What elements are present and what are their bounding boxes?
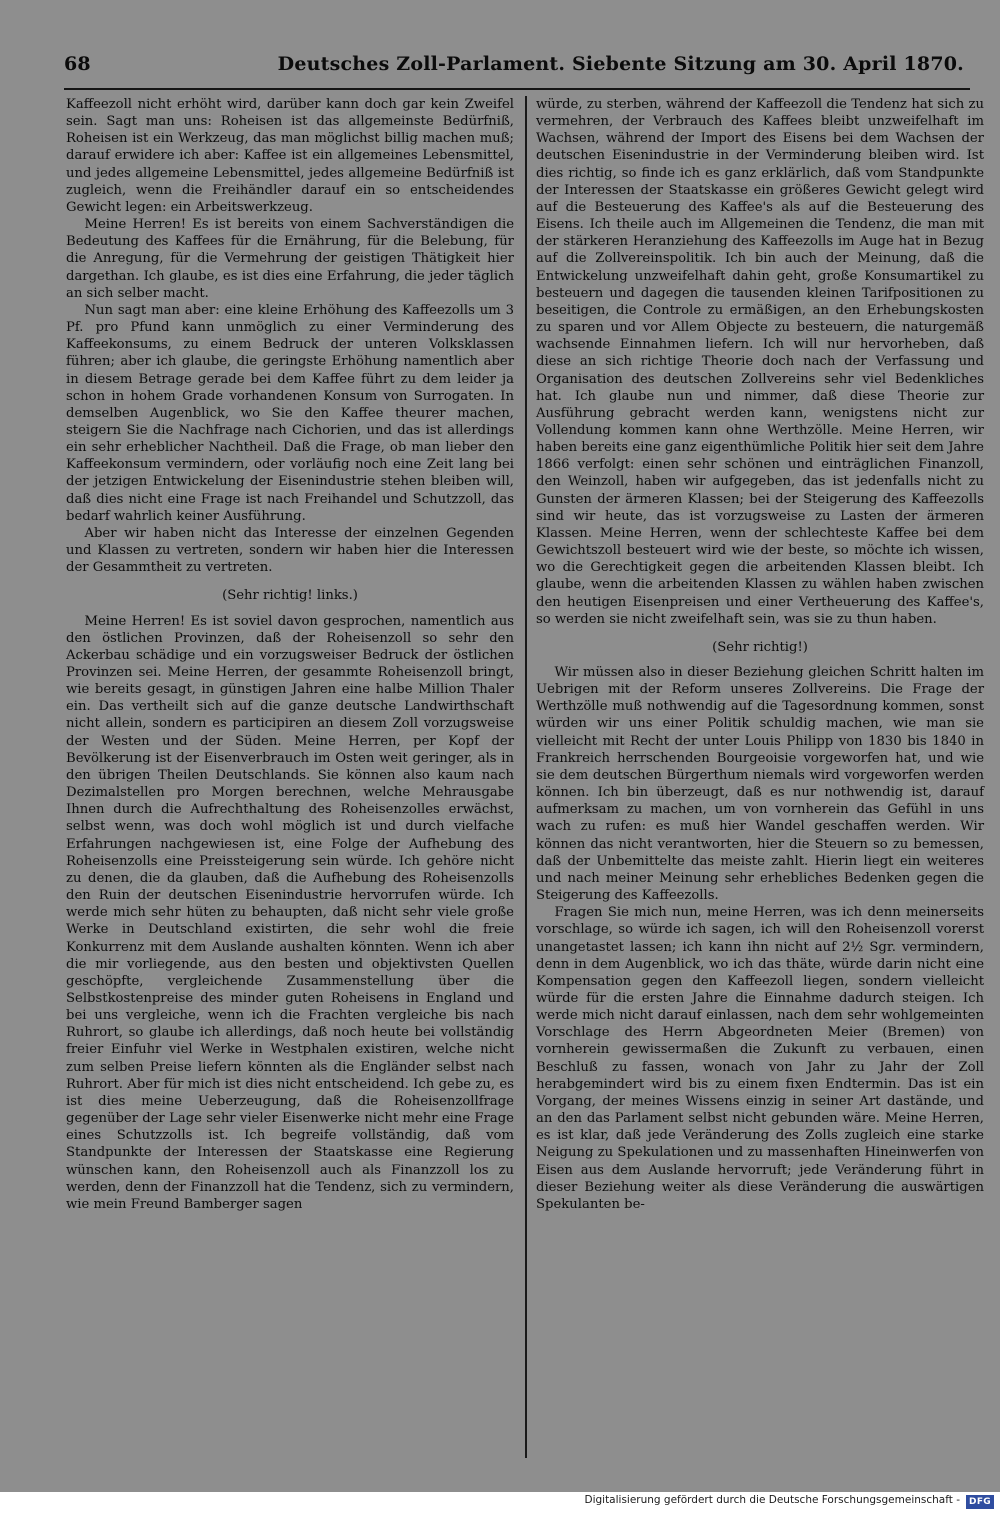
right-column: [536, 96, 984, 1213]
paragraph: Aber wir haben nicht das Interesse der einzelnen Gegenden und Klassen zu vertreten, sondern wir haben hier die Interessen der Gesammtheit zu vertreten.: [66, 525, 514, 576]
column-divider: [525, 96, 527, 1458]
paragraph: Kaffeezoll nicht erhöht wird, darüber kann doch gar kein Zweifel sein. Sagt man uns: Roheisen ist das allgemeinste Bedürfniß, Roheisen ist ein Werkzeug, das man möglichst billig machen muß; darauf erwidere ich aber: Kaffee ist ein allgemeines Lebensmittel, und jedes allgemeine Lebensmittel, jedes allgemeine Bedürfniß ist zugleich, wenn die Freihändler darauf ein so entscheidendes Gewicht legen: ein Arbeitswerkzeug.: [66, 97, 514, 215]
left-column: [66, 96, 514, 1213]
paragraph: würde, zu sterben, während der Kaffeezoll die Tendenz hat sich zu vermehren, der Verbrauch des Kaffees bleibt unzweifelhaft im Wachsen, während der Import des Eisens bei dem Wachsen der deutschen Eisenindustrie in der Verminderung bleiben wird. Ist dies richtig, so finde ich es ganz erklärlich, daß vom Standpunkte der Interessen der Staatskasse ein größeres Gewicht gelegt wird auf die Besteuerung des Kaffee's als auf die Besteuerung des Eisens. Ich theile auch im Allgemeinen die Tendenz, die man mit der stärkeren Heranziehung des Kaffeezolls im Auge hat in Bezug auf die Zollvereinspolitik. Ich bin auch der Meinung, daß die Entwickelung unzweifelhaft dahin geht, große Konsumartikel zu besteuern und dagegen die tausenden kleinen Tarifpositionen zu beseitigen, die Controle zu ermäßigen, an den Erhebungskosten zu sparen und vor Allem Objecte zu besteuern, die naturgemäß wachsende Einnahmen liefern. Ich will nur hervorheben, daß diese an sich richtige Theorie doch nach der Verfassung und Organisation des deutschen Zollvereins sehr viel Bedenkliches hat. Ich glaube nun und nimmer, daß diese Theorie zur Ausführung gebracht werden kann, wenigstens nicht zur Vollendung kommen kann ohne Werthzölle. Meine Herren, wir haben bereits eine ganz eigenthümliche Politik hier seit dem Jahre 1866 verfolgt: einen sehr schönen und einträglichen Finanzoll, den Weinzoll, haben wir aufgegeben, das ist jedenfalls nicht zu Gunsten der ärmeren Klassen; bei der Steigerung des Kaffeezolls sind wir heute, das ist vorzugsweise zu Lasten der ärmeren Klassen. Meine Herren, wenn der schlechteste Kaffee bei dem Gewichtszoll besteuert wird wie der beste, so möchte ich wissen, wo die Gerechtigkeit gegen die arbeitenden Klassen bleibt. Ich glaube, wenn die arbeitenden Klassen zu wählen haben zwischen den heutigen Eisenpreisen und einer Vertheuerung des Kaffee's, so werden sie nicht zweifelhaft sein, was sie zu thun haben.: [536, 97, 984, 627]
paragraph: Wir müssen also in dieser Beziehung gleichen Schritt halten im Uebrigen mit der Reform unseres Zollvereins. Die Frage der Werthzölle muß nothwendig auf die Tagesordnung kommen, sonst würden wir uns einer Politik schuldig machen, wie man sie vielleicht mit Recht der unter Louis Philipp von 1830 bis 1840 in Frankreich herrschenden Bourgeoisie vorgeworfen hat, und wie sie dem deutschen Bürgerthum niemals wird vorgeworfen werden können. Ich bin überzeugt, daß es nur nothwendig ist, darauf aufmerksam zu machen, um von vornherein das Gefühl in uns wach zu rufen: es muß hier Wandel geschaffen werden. Wir können das nicht verantworten, hier die Steuern so zu bemessen, daß der Unbemittelte das meiste zahlt. Hierin liegt ein weiteres und nach meiner Meinung sehr erhebliches Bedenken gegen die Steigerung des Kaffeezolls.: [536, 665, 984, 904]
footer: [0, 1492, 1000, 1514]
interjection: (Sehr richtig!): [712, 639, 808, 655]
page-number: 68: [64, 53, 91, 75]
running-head: [64, 40, 970, 88]
header-title: Deutsches Zoll-Parlament. Siebente Sitzung am 30. April 1870.: [277, 53, 964, 75]
dfg-logo: DFG: [966, 1495, 994, 1509]
footer-credit: Digitalisierung gefördert durch die Deutsche Forschungsgemeinschaft -: [584, 1494, 960, 1506]
header-rule: [64, 88, 970, 90]
interjection: (Sehr richtig! links.): [222, 588, 358, 604]
paragraph: Meine Herren! Es ist soviel davon gesprochen, namentlich aus den östlichen Provinzen, daß der Roheisenzoll so sehr den Ackerbau schädige und ein vorzugsweiser Bedruck der östlichen Provinzen sei. Meine Herren, der gesammte Roheisenzoll bringt, wie bereits gesagt, in günstigen Jahren eine halbe Million Thaler ein. Das vertheilt sich auf die ganze deutsche Landwirthschaft nicht allein, sondern es participiren an diesem Zoll vorzugsweise der Westen und der Süden. Meine Herren, per Kopf der Bevölkerung ist der Eisenverbrauch im Osten weit geringer, als in den übrigen Theilen Deutschlands. Sie können also kaum nach Dezimalstellen pro Morgen berechnen, welche Mehrausgabe Ihnen durch die Aufrechthaltung des Roheisenzolles erwächst, selbst wenn, was doch wohl möglich ist und durch vielfache Erfahrungen nachgewiesen ist, eine Folge der Aufhebung des Roheisenzolls eine Preissteigerung sein würde. Ich gehöre nicht zu denen, die da glauben, daß die Aufhebung des Roheisenzolls den Ruin der deutschen Eisenindustrie hervorrufen würde. Ich werde mich sehr hüten zu behaupten, daß nicht sehr viele große Werke in Deutschland existirten, die sehr wohl die freie Konkurrenz mit dem Auslande aushalten könnten. Wenn ich aber die mir vorliegende, aus den besten und objektivsten Quellen geschöpfte, vergleichende Zusammenstellung über die Selbstkostenpreise des minder guten Roheisens in England und bei uns vergleiche, wenn ich die Frachten vergleiche bis nach Ruhrort, so glaube ich allerdings, daß noch heute bei vollständig freier Einfuhr viel Werke in Westphalen existiren, welche nicht zum selben Preise liefern könnten als die Engländer selbst nach Ruhrort. Aber für mich ist dies nicht entscheidend. Ich gebe zu, es ist dies meine Ueberzeugung, daß die Roheisenzollfrage gegenüber der Lage sehr vieler Eisenwerke nicht mehr eine Frage eines Schutzzolls ist. Ich begreife vollständig, daß vom Standpunkte der Interessen der Staatskasse eine Regierung wünschen kann, den Roheisenzoll auch als Finanzzoll los zu werden, denn der Finanzzoll hat die Tendenz, sich zu vermindern, wie mein Freund Bamberger sagen: [66, 613, 514, 1212]
paragraph: Nun sagt man aber: eine kleine Erhöhung des Kaffeezolls um 3 Pf. pro Pfund kann unmöglich zu einer Verminderung des Kaffeekonsums, zu einem Bedruck der unteren Volksklassen führen; aber ich glaube, die geringste Erhöhung namentlich aber in diesem Betrage gerade bei dem Kaffee führt zu dem leider ja schon in hohem Grade vorhandenen Konsum von Surrogaten. In demselben Augenblick, wo Sie den Kaffee theurer machen, steigern Sie die Nachfrage nach Cichorien, und das ist allerdings ein sehr erheblicher Nachtheil. Daß die Frage, ob man lieber den Kaffeekonsum vermindern, oder vorläufig noch eine Zeit lang bei der jetzigen Entwickelung der Eisenindustrie stehen bleiben will, daß dies nicht eine Frage ist nach Freihandel und Schutzzoll, das bedarf wahrlich keiner Ausführung.: [66, 302, 514, 524]
paragraph: Meine Herren! Es ist bereits von einem Sachverständigen die Bedeutung des Kaffees für die Ernährung, für die Belebung, für die Anregung, für die Vermehrung der geistigen Thätigkeit hier dargethan. Ich glaube, es ist dies eine Erfahrung, die jeder täglich an sich selber macht.: [66, 217, 514, 301]
paragraph: Fragen Sie mich nun, meine Herren, was ich denn meinerseits vorschlage, so würde ich sagen, ich will den Roheisenzoll vorerst unangetastet lassen; ich kann ihn nicht auf 2½ Sgr. vermindern, denn in dem Augenblick, wo ich das thäte, würde darin nicht eine Kompensation gegen den Kaffeezoll liegen, sondern vielleicht würde für die ersten Jahre die Einnahme dadurch steigen. Ich werde mich nicht darauf einlassen, nach dem sehr wohlgemeinten Vorschlage des Herrn Abgeordneten Meier (Bremen) von vornherein gewissermaßen die Zukunft zu verbauen, einen Beschluß zu fassen, wonach von Jahr zu Jahr der Zoll herabgemindert wird bis zu einem fixen Endtermin. Das ist ein Vorgang, der meines Wissens einzig in seiner Art dastände, und an den das Parlament selbst nicht gebunden wäre. Meine Herren, es ist klar, daß jede Veränderung des Zolls zugleich eine starke Neigung zu Spekulationen und zu massenhaften Hineinwerfen von Eisen aus dem Auslande hervorruft; jede Veränderung führt in dieser Beziehung weiter als diese Veränderung die auswärtigen Spekulanten be-: [536, 905, 984, 1212]
